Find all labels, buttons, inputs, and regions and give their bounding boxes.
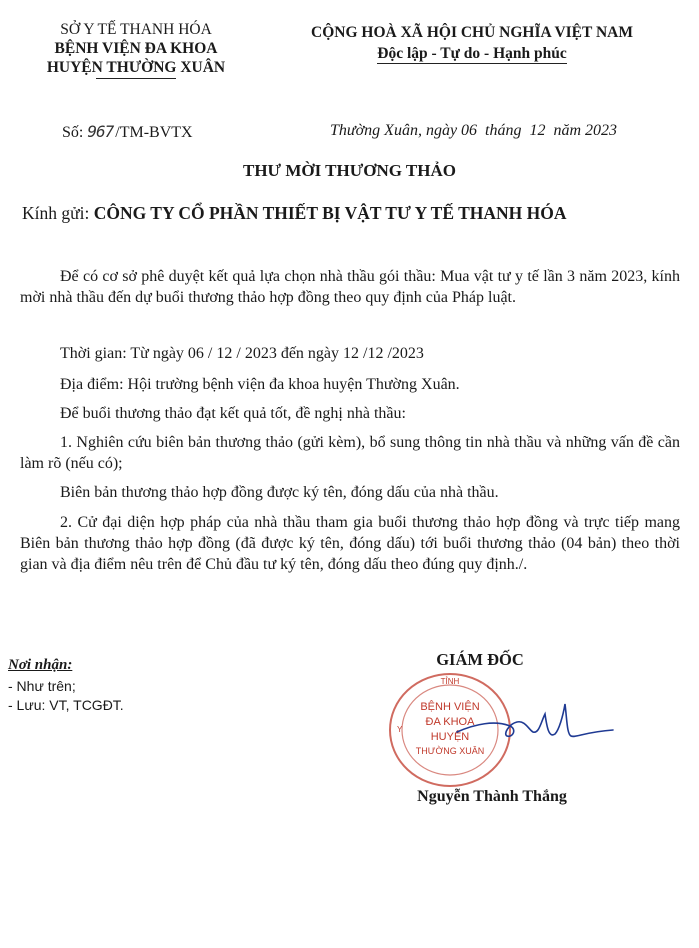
doc-number-value: 967: [87, 122, 114, 141]
place-line: Địa điểm: Hội trường bệnh viện đa khoa huyện Thường Xuân.: [60, 376, 460, 393]
issuer-department: SỞ Y TẾ THANH HÓA: [60, 21, 212, 38]
item-2: 2. Cử đại diện hợp pháp của nhà thầu tham gia buổi thương thảo hợp đồng và trực tiếp mang Biên bản thương thảo hợp đồng (đã được ký tên, đóng dấu) tới buổi thương thảo (04 bản) theo thời gian và địa điểm nêu trên để Chủ đầu tư ký tên, đóng dấu theo đúng quy định./.: [20, 514, 680, 573]
stamp-line1: BỆNH VIỆN: [420, 701, 480, 713]
document-number: [62, 122, 193, 142]
recipient-name: CÔNG TY CỔ PHẦN THIẾT BỊ VẬT TƯ Y TẾ THANH HÓA: [93, 203, 567, 223]
signer-name: Nguyễn Thành Thắng: [417, 788, 567, 805]
item-1b: Biên bản thương thảo hợp đồng được ký tên, đóng dấu của nhà thầu.: [60, 484, 499, 501]
doc-number-suffix: /TM-BVTX: [115, 124, 193, 141]
stamp-line4: THƯỜNG XUÂN: [415, 746, 485, 756]
doc-number-prefix: Số:: [62, 124, 88, 141]
recipient-line: [22, 203, 682, 224]
recipients-item: - Lưu: VT, TCGĐT.: [8, 697, 124, 713]
recipients-block: [8, 656, 124, 715]
svg-text:Y: Y: [397, 725, 403, 734]
issuer-hospital: BỆNH VIỆN ĐA KHOA: [54, 40, 218, 57]
time-line: Thời gian: Từ ngày 06 / 12 / 2023 đến ngày 12 /12 /2023: [60, 345, 424, 362]
national-motto-block: [262, 22, 682, 64]
issuer-district: HUYỆN THƯỜNG XUÂN: [46, 59, 226, 76]
item-1: 1. Nghiên cứu biên bản thương thảo (gửi kèm), bổ sung thông tin nhà thầu và những vấn đề cần làm rõ (nếu có);: [20, 434, 680, 472]
recipient-label: Kính gửi:: [22, 203, 94, 223]
country-name: CỘNG HOÀ XÃ HỘI CHỦ NGHĨA VIỆT NAM: [311, 24, 633, 41]
issuer-block: [20, 20, 252, 79]
issuer-divider: [96, 78, 176, 79]
recipients-item: - Như trên;: [8, 678, 76, 694]
motto: Độc lập - Tự do - Hạnh phúc: [377, 45, 567, 62]
page-title: THƯ MỜI THƯƠNG THẢO: [243, 161, 456, 180]
signer-position: GIÁM ĐỐC: [436, 650, 524, 669]
stamp-top: TỈNH: [440, 677, 460, 686]
handwritten-signature: [455, 694, 615, 754]
stamp-line2: ĐA KHOA: [425, 716, 475, 728]
intro-paragraph: Để có cơ sở phê duyệt kết quả lựa chọn nhà thầu gói thầu: Mua vật tư y tế lần 3 năm 2023, kính mời nhà thầu đến dự buổi thương thảo hợp đồng theo quy định của Pháp luật.: [20, 268, 680, 306]
recipients-heading: Nơi nhận:: [8, 657, 73, 673]
request-line: Để buổi thương thảo đạt kết quả tốt, đề nghị nhà thầu:: [60, 405, 406, 422]
stamp-line3: HUYỆN: [430, 731, 470, 743]
document-date: Thường Xuân, ngày 06 tháng 12 năm 2023: [330, 122, 618, 139]
